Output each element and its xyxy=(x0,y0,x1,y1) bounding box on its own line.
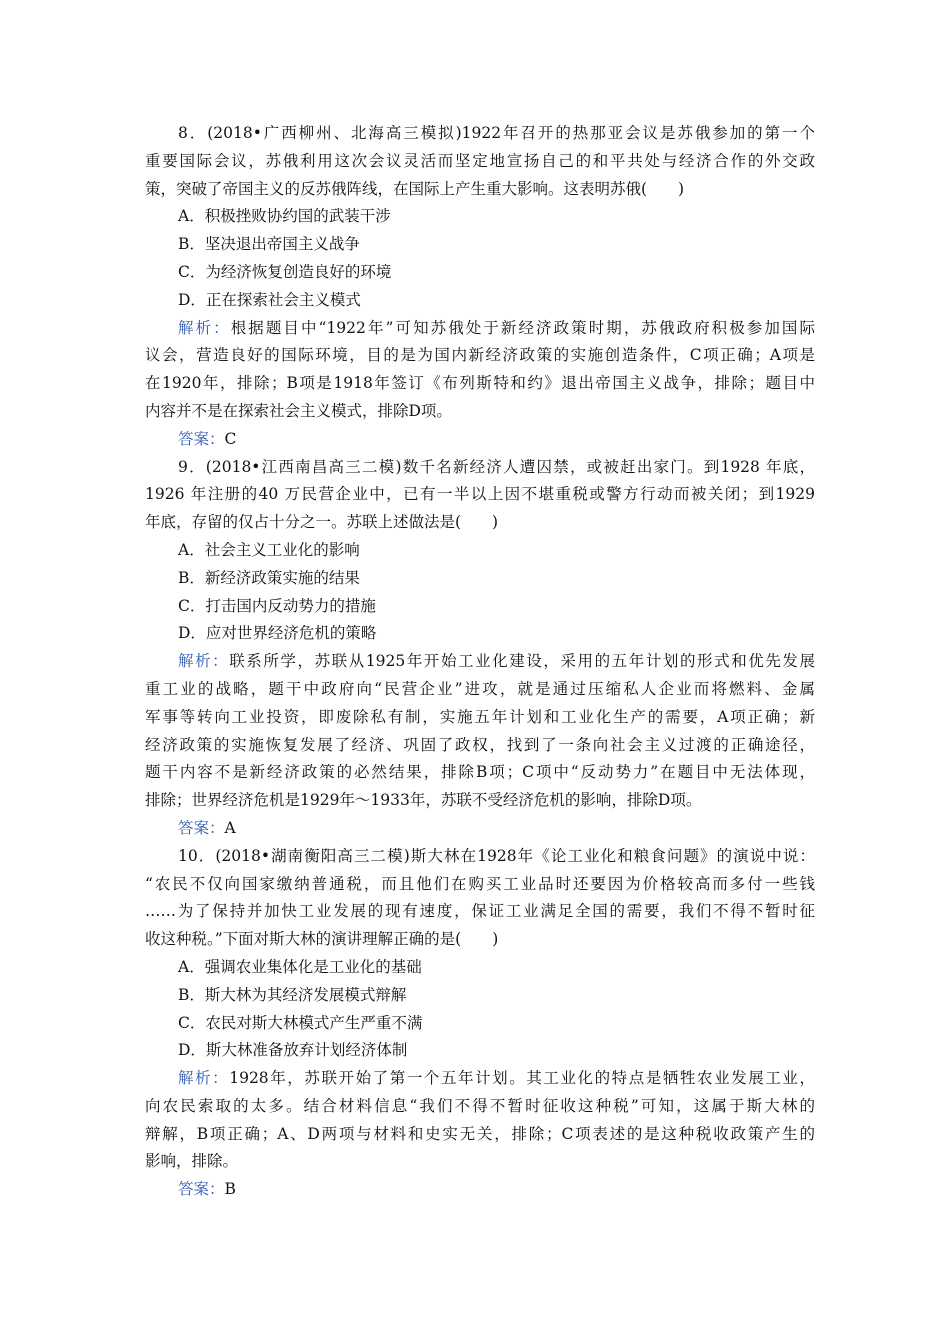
question-9 xyxy=(145,454,815,843)
answer-label: 答案： xyxy=(178,1180,225,1199)
answer-label: 答案： xyxy=(178,429,225,448)
question-10 xyxy=(145,843,815,1204)
option-a: A．社会主义工业化的影响 xyxy=(178,540,360,559)
answer-label: 答案： xyxy=(178,818,225,837)
analysis-line: 题干内容不是新经济政策的必然结果，排除B项；C项中“反动势力”在题目中无法体现， xyxy=(145,763,815,782)
analysis-line: 辩解，B项正确；A、D两项与材料和史实无关，排除；C项表述的是这种税收政策产生的 xyxy=(145,1124,815,1143)
analysis-text: 联系所学，苏联从1925年开始工业化建设，采用的五年计划的形式和优先发展 xyxy=(229,652,815,671)
question-stem-line: 年底，存留的仅占十分之一。苏联上述做法是( ) xyxy=(145,513,499,532)
question-stem-line: 策，突破了帝国主义的反苏俄阵线，在国际上产生重大影响。这表明苏俄( ) xyxy=(145,179,685,198)
analysis-text: 1928年，苏联开始了第一个五年计划。其工业化的特点是牺牲农业发展工业， xyxy=(229,1069,815,1088)
answer-value: B xyxy=(224,1180,236,1199)
option-a: A．积极挫败协约国的武装干涉 xyxy=(178,207,391,226)
analysis-line xyxy=(145,648,815,676)
analysis-label: 解析： xyxy=(178,652,230,671)
analysis-line: 向农民索取的太多。结合材料信息“我们不得不暂时征收这种税”可知，这属于斯大林的 xyxy=(145,1096,815,1115)
answer-line xyxy=(145,1176,815,1204)
question-stem-line: 收这种税。”下面对斯大林的演讲理解正确的是( ) xyxy=(145,930,499,949)
analysis-text: 根据题目中“1922年”可知苏俄处于新经济政策时期，苏俄政府积极参加国际 xyxy=(230,318,815,337)
analysis-line: 议会，营造良好的国际环境，目的是为国内新经济政策的实施创造条件，C项正确；A项是 xyxy=(145,346,815,365)
answer-value: A xyxy=(224,818,236,837)
analysis-line: 在1920年，排除；B项是1918年签订《布列斯特和约》退出帝国主义战争，排除；题目中 xyxy=(145,374,815,393)
analysis-line: 排除；世界经济危机是1929年～1933年，苏联不受经济危机的影响，排除D项。 xyxy=(145,791,702,810)
question-stem-line: 9．(2018•江西南昌高三二模)数千名新经济人遭囚禁，或被赶出家门。到1928 年底， xyxy=(178,457,815,476)
question-stem-line: 8．(2018•广西柳州、北海高三模拟)1922年召开的热那亚会议是苏俄参加的第一个 xyxy=(178,124,815,142)
option-b: B．新经济政策实施的结果 xyxy=(178,568,360,587)
question-8 xyxy=(145,120,815,454)
option-c: C．打击国内反动势力的措施 xyxy=(178,596,376,615)
option-b: B．坚决退出帝国主义战争 xyxy=(178,235,360,254)
analysis-line xyxy=(145,1065,815,1093)
analysis-label: 解析： xyxy=(178,1069,230,1088)
answer-line xyxy=(145,815,815,843)
question-stem-line: 10．(2018•湖南衡阳高三二模)斯大林在1928年《论工业化和粮食问题》的演说中说： xyxy=(178,846,815,865)
analysis-line: 重工业的战略，题干中政府向“民营企业”进攻，就是通过压缩私人企业而将燃料、金属 xyxy=(145,679,815,698)
analysis-line: 影响，排除。 xyxy=(145,1152,239,1171)
option-d: D．应对世界经济危机的策略 xyxy=(178,624,377,643)
analysis-line: 经济政策的实施恢复发展了经济、巩固了政权，找到了一条向社会主义过渡的正确途径， xyxy=(145,735,815,754)
option-d: D．正在探索社会主义模式 xyxy=(178,290,361,309)
question-stem-line: 重要国际会议，苏俄利用这次会议灵活而坚定地宣扬自己的和平共处与经济合作的外交政 xyxy=(145,151,815,170)
option-c: C．为经济恢复创造良好的环境 xyxy=(178,262,392,281)
answer-value: C xyxy=(224,429,237,448)
option-b: B．斯大林为其经济发展模式辩解 xyxy=(178,985,407,1004)
analysis-line: 内容并不是在探索社会主义模式，排除D项。 xyxy=(145,401,452,420)
option-d: D．斯大林准备放弃计划经济体制 xyxy=(178,1041,408,1060)
option-a: A．强调农业集体化是工业化的基础 xyxy=(178,957,422,976)
option-c: C．农民对斯大林模式产生严重不满 xyxy=(178,1013,423,1032)
analysis-line xyxy=(145,315,815,343)
analysis-label: 解析： xyxy=(178,318,231,337)
question-list xyxy=(145,120,815,1204)
question-stem-line: ……为了保持并加快工业发展的现有速度，保证工业满足全国的需要，我们不得不暂时征 xyxy=(145,902,815,921)
answer-line xyxy=(145,426,815,454)
question-stem-line: “农民不仅向国家缴纳普通税，而且他们在购买工业品时还要因为价格较高而多付一些钱 xyxy=(145,874,815,893)
question-stem-line: 1926 年注册的40 万民营企业中，已有一半以上因不堪重税或警方行动而被关闭；到1929 xyxy=(145,485,815,504)
analysis-line: 军事等转向工业投资，即废除私有制，实施五年计划和工业化生产的需要，A项正确；新 xyxy=(145,707,815,726)
